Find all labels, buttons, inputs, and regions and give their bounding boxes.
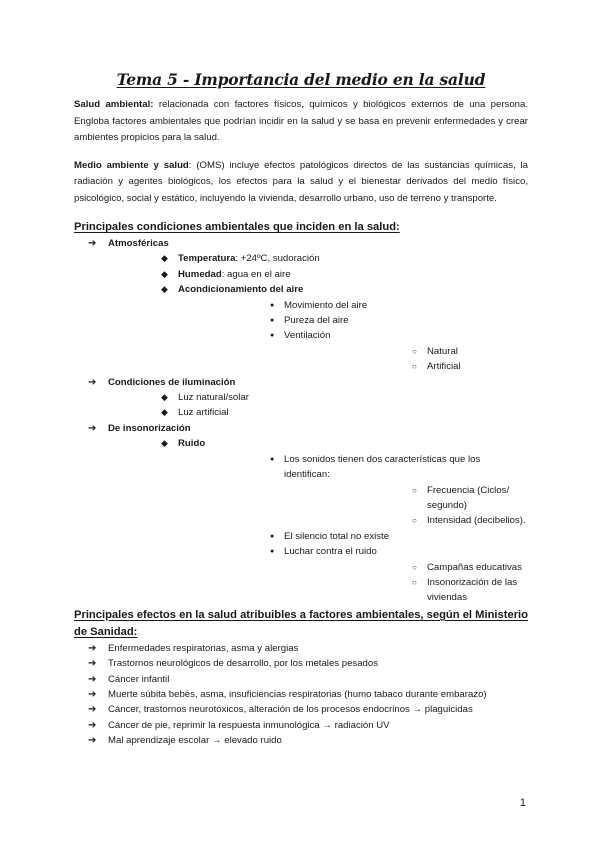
diamond-icon: ◆ — [161, 392, 168, 403]
list-item — [74, 421, 528, 606]
arrow-icon: ➔ — [88, 735, 97, 747]
term-medio-ambiente: Medio ambiente y salud — [74, 159, 189, 171]
list-item — [108, 267, 528, 282]
item-text: Campañas educativas — [427, 561, 522, 573]
circle-icon: ○ — [412, 346, 417, 356]
item-label: Ruido — [178, 438, 206, 450]
item-text: Luchar contra el ruido — [284, 546, 377, 558]
item-text: Enfermedades respiratorias, asma y alergias — [108, 642, 299, 654]
sublist — [284, 344, 528, 375]
list-item — [178, 298, 528, 313]
arrow-icon: ➔ — [88, 238, 97, 249]
page-title: Tema 5 - Importancia del medio en la salud — [116, 70, 486, 89]
sublist — [178, 298, 528, 375]
item-text: Frecuencia (Ciclos/ segundo) — [427, 484, 510, 511]
list-item — [74, 718, 528, 733]
arrow-icon: ➔ — [88, 658, 97, 670]
item-term: Humedad — [178, 268, 222, 280]
list-item — [108, 405, 528, 420]
item-text: Los sonidos tienen dos características que los identifican: — [284, 453, 481, 481]
item-text: Pureza del aire — [284, 315, 349, 327]
list-item — [74, 672, 528, 687]
definition-salud-ambiental: relacionada con factores físicos, químicos y biológicos externos de una persona. Engloba factores ambientales que podrían incidir en la salud y se basa en prevenir enfermedades y crear ambientes propicios para la salud. — [74, 99, 528, 143]
bullet-icon: ● — [270, 532, 275, 540]
list-item — [178, 452, 528, 529]
item-text: Ventilación — [284, 330, 331, 342]
item-label: Condiciones de iluminación — [108, 376, 236, 388]
arrow-icon: ➔ — [88, 642, 97, 654]
document-page — [74, 70, 528, 749]
arrow-icon: ➔ — [88, 422, 97, 434]
list-item — [284, 575, 528, 606]
item-label: Atmosféricas — [108, 238, 169, 249]
item-label: De insonorización — [108, 422, 191, 434]
list-item — [284, 359, 528, 374]
item-text: Luz artificial — [178, 407, 229, 419]
item-text: Cáncer, trastornos neurotóxicos, alteración de los procesos endocrinos → plaguicidas — [108, 704, 473, 716]
arrow-icon: ➔ — [88, 673, 97, 685]
conditions-list — [74, 236, 528, 606]
item-text: Cáncer de pie, reprimir la respuesta inmunológica → radiación UV — [108, 719, 390, 731]
circle-icon: ○ — [412, 485, 417, 495]
sublist — [284, 560, 528, 606]
list-item — [284, 483, 528, 514]
sublist — [108, 251, 528, 374]
list-item — [74, 656, 528, 671]
item-text: Muerte súbita bebés, asma, insuficiencias respiratorias (humo tabaco durante embarazo) — [108, 688, 487, 700]
page-number: 1 — [519, 797, 526, 809]
arrow-icon: ➔ — [88, 688, 97, 700]
item-text: Intensidad (decibelios). — [427, 515, 526, 527]
list-item — [74, 641, 528, 656]
list-item — [178, 313, 528, 328]
section-heading-efectos: Principales efectos en la salud atribuibles a factores ambientales, según el Ministerio de Sanidad: — [74, 608, 528, 638]
list-item — [74, 375, 528, 421]
bullet-icon: ● — [270, 317, 275, 325]
list-item — [284, 344, 528, 359]
item-text: Trastornos neurológicos de desarrollo, por los metales pesados — [108, 658, 379, 670]
diamond-icon: ◆ — [161, 438, 168, 449]
arrow-icon: ➔ — [88, 704, 97, 716]
list-item — [74, 702, 528, 717]
term-salud-ambiental: Salud ambiental — [74, 99, 151, 110]
diamond-icon: ◆ — [161, 284, 168, 295]
list-item — [108, 390, 528, 405]
paragraph-medio-ambiente — [74, 158, 528, 208]
item-text: Movimiento del aire — [284, 299, 368, 311]
list-item — [108, 436, 528, 605]
arrow-icon: ➔ — [88, 719, 97, 731]
sublist — [108, 436, 528, 605]
bullet-icon: ● — [270, 548, 275, 556]
list-item — [178, 544, 528, 606]
definition-medio-ambiente: : (OMS) incluye efectos patológicos directos de las sustancias químicas, la radiación y agentes biológicos, los efectos para la salud y el bienestar derivados del medio físico, psicológico, social y estático, incluyendo la vivienda, desarrollo urbano, uso de terreno y transporte. — [74, 159, 528, 204]
arrow-icon: ➔ — [88, 376, 97, 388]
circle-icon: ○ — [412, 577, 417, 587]
term-colon: : — [150, 99, 154, 110]
sublist — [108, 390, 528, 421]
diamond-icon: ◆ — [161, 253, 168, 264]
item-text: Artificial — [427, 361, 461, 373]
circle-icon: ○ — [412, 362, 417, 372]
list-item — [108, 282, 528, 374]
item-label: Acondicionamiento del aire — [178, 284, 304, 296]
diamond-icon: ◆ — [161, 268, 168, 279]
list-item — [178, 529, 528, 544]
section-heading-condiciones: Principales condiciones ambientales que inciden en la salud: — [74, 221, 400, 233]
item-text: Mal aprendizaje escolar → elevado ruido — [108, 735, 282, 747]
list-item — [108, 251, 528, 266]
paragraph-salud-ambiental — [74, 97, 528, 147]
circle-icon: ○ — [412, 562, 417, 572]
diamond-icon: ◆ — [161, 407, 168, 418]
item-text: Insonorización de las viviendas — [427, 576, 518, 604]
sublist — [284, 483, 528, 529]
item-text: Natural — [427, 345, 458, 357]
list-item — [74, 236, 528, 375]
effects-list — [74, 641, 528, 749]
list-item — [74, 733, 528, 748]
item-text: Luz natural/solar — [178, 392, 249, 404]
bullet-icon: ● — [270, 332, 275, 340]
item-text: : agua en el aire — [221, 268, 291, 280]
bullet-icon: ● — [270, 301, 275, 309]
item-term: Temperatura — [178, 253, 236, 265]
list-item — [284, 560, 528, 575]
circle-icon: ○ — [412, 516, 417, 526]
item-text: Cáncer infantil — [108, 673, 170, 685]
list-item — [178, 328, 528, 374]
item-text: El silencio total no existe — [284, 530, 390, 542]
bullet-icon: ● — [270, 455, 275, 463]
list-item — [74, 687, 528, 702]
list-item — [284, 513, 528, 528]
sublist — [178, 452, 528, 606]
item-text: : +24ºC, sudoración — [235, 253, 320, 265]
